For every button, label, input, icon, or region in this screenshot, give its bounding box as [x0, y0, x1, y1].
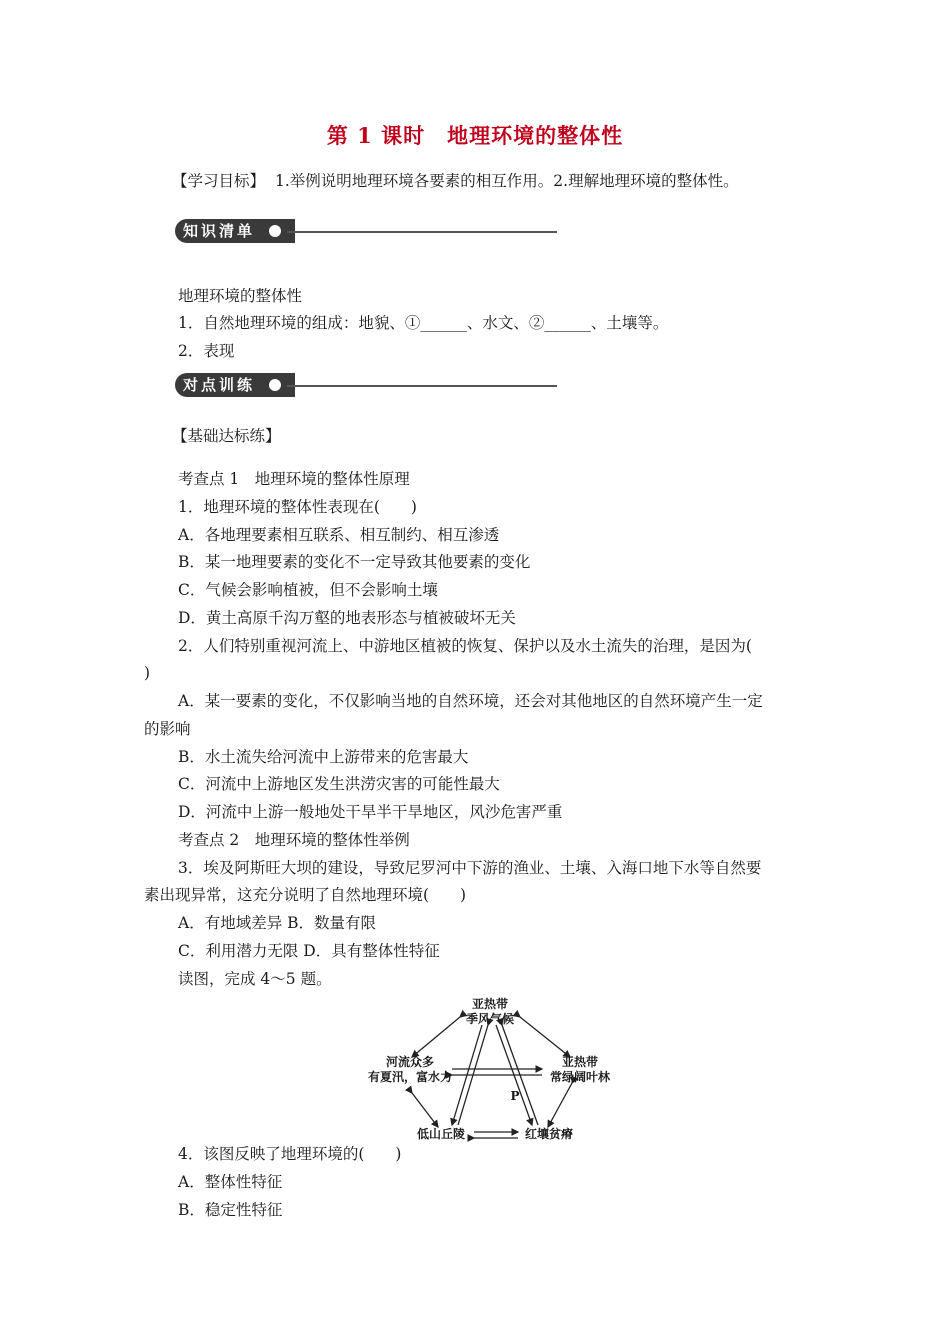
q2-option-a: A．某一要素的变化，不仅影响当地的自然环境，还会对其他地区的自然环境产生一定 [178, 692, 763, 710]
question-3-cont: 素出现异常，这充分说明了自然地理环境( ) [144, 886, 467, 904]
knowledge-heading: 地理环境的整体性 [178, 287, 303, 305]
knowledge-item-1: 1．自然地理环境的组成：地貌、①______、水文、②______、土壤等。 [178, 314, 669, 332]
q1-option-b: B．某一地理要素的变化不一定导致其他要素的变化 [178, 553, 531, 571]
q2-option-d: D．河流中上游一般地处干旱半干旱地区，风沙危害严重 [178, 803, 563, 821]
page-title: 第 1 课时 地理环境的整体性 [326, 123, 624, 148]
banner-dot-icon [269, 379, 281, 391]
q3-options-cd: C．利用潜力无限 D．具有整体性特征 [178, 942, 440, 960]
q2-option-a-cont: 的影响 [144, 720, 191, 738]
objectives-label: 【学习目标】 [172, 172, 266, 190]
read-figure-prompt: 读图，完成 4～5 题。 [178, 970, 332, 988]
topic-heading-1: 考查点 1 地理环境的整体性原理 [178, 470, 410, 488]
node-rivers: 河流众多 有夏汛，富水力 [367, 1055, 452, 1084]
question-4: 4．该图反映了地理环境的( ) [178, 1145, 402, 1163]
q1-option-c: C．气候会影响植被，但不会影响土壤 [178, 581, 438, 599]
question-2-cont: ) [144, 664, 151, 682]
node-vegetation: 亚热带 常绿阔叶林 [549, 1055, 610, 1084]
training-rule [287, 385, 557, 387]
question-3: 3．埃及阿斯旺大坝的建设，导致尼罗河中下游的渔业、土壤、入海口地下水等自然要 [178, 859, 762, 877]
training-banner [175, 373, 295, 397]
q4-option-a: A．整体性特征 [178, 1173, 283, 1191]
knowledge-item-2: 2．表现 [178, 342, 235, 360]
q4-option-b: B．稳定性特征 [178, 1201, 283, 1219]
training-banner-label: 对点训练 [183, 376, 256, 394]
q3-options-ab: A．有地域差异 B．数量有限 [178, 914, 377, 932]
q1-option-a: A．各地理要素相互联系、相互制约、相互渗透 [178, 526, 500, 544]
q1-option-d: D．黄土高原千沟万壑的地表形态与植被破坏无关 [178, 609, 516, 627]
practice-label: 【基础达标练】 [172, 427, 281, 445]
knowledge-banner [175, 219, 295, 243]
node-p-label: P [510, 1089, 520, 1103]
question-1: 1．地理环境的整体性表现在( ) [178, 498, 417, 516]
knowledge-rule [287, 231, 557, 233]
geography-diagram [360, 995, 620, 1145]
objectives [172, 171, 739, 191]
question-2: 2．人们特别重视河流上、中游地区植被的恢复、保护以及水土流失的治理，是因为( [178, 637, 752, 655]
node-landform: 低山丘陵 [416, 1127, 465, 1141]
node-climate: 亚热带 季风气候 [465, 997, 514, 1026]
q2-option-c: C．河流中上游地区发生洪涝灾害的可能性最大 [178, 775, 500, 793]
q2-option-b: B．水土流失给河流中上游带来的危害最大 [178, 748, 469, 766]
objectives-text: 1.举例说明地理环境各要素的相互作用。2.理解地理环境的整体性。 [275, 172, 739, 190]
banner-dot-icon [269, 225, 281, 237]
topic-heading-2: 考查点 2 地理环境的整体性举例 [178, 831, 410, 849]
node-soil: 红壤贫瘠 [524, 1127, 573, 1141]
knowledge-banner-label: 知识清单 [183, 222, 256, 240]
